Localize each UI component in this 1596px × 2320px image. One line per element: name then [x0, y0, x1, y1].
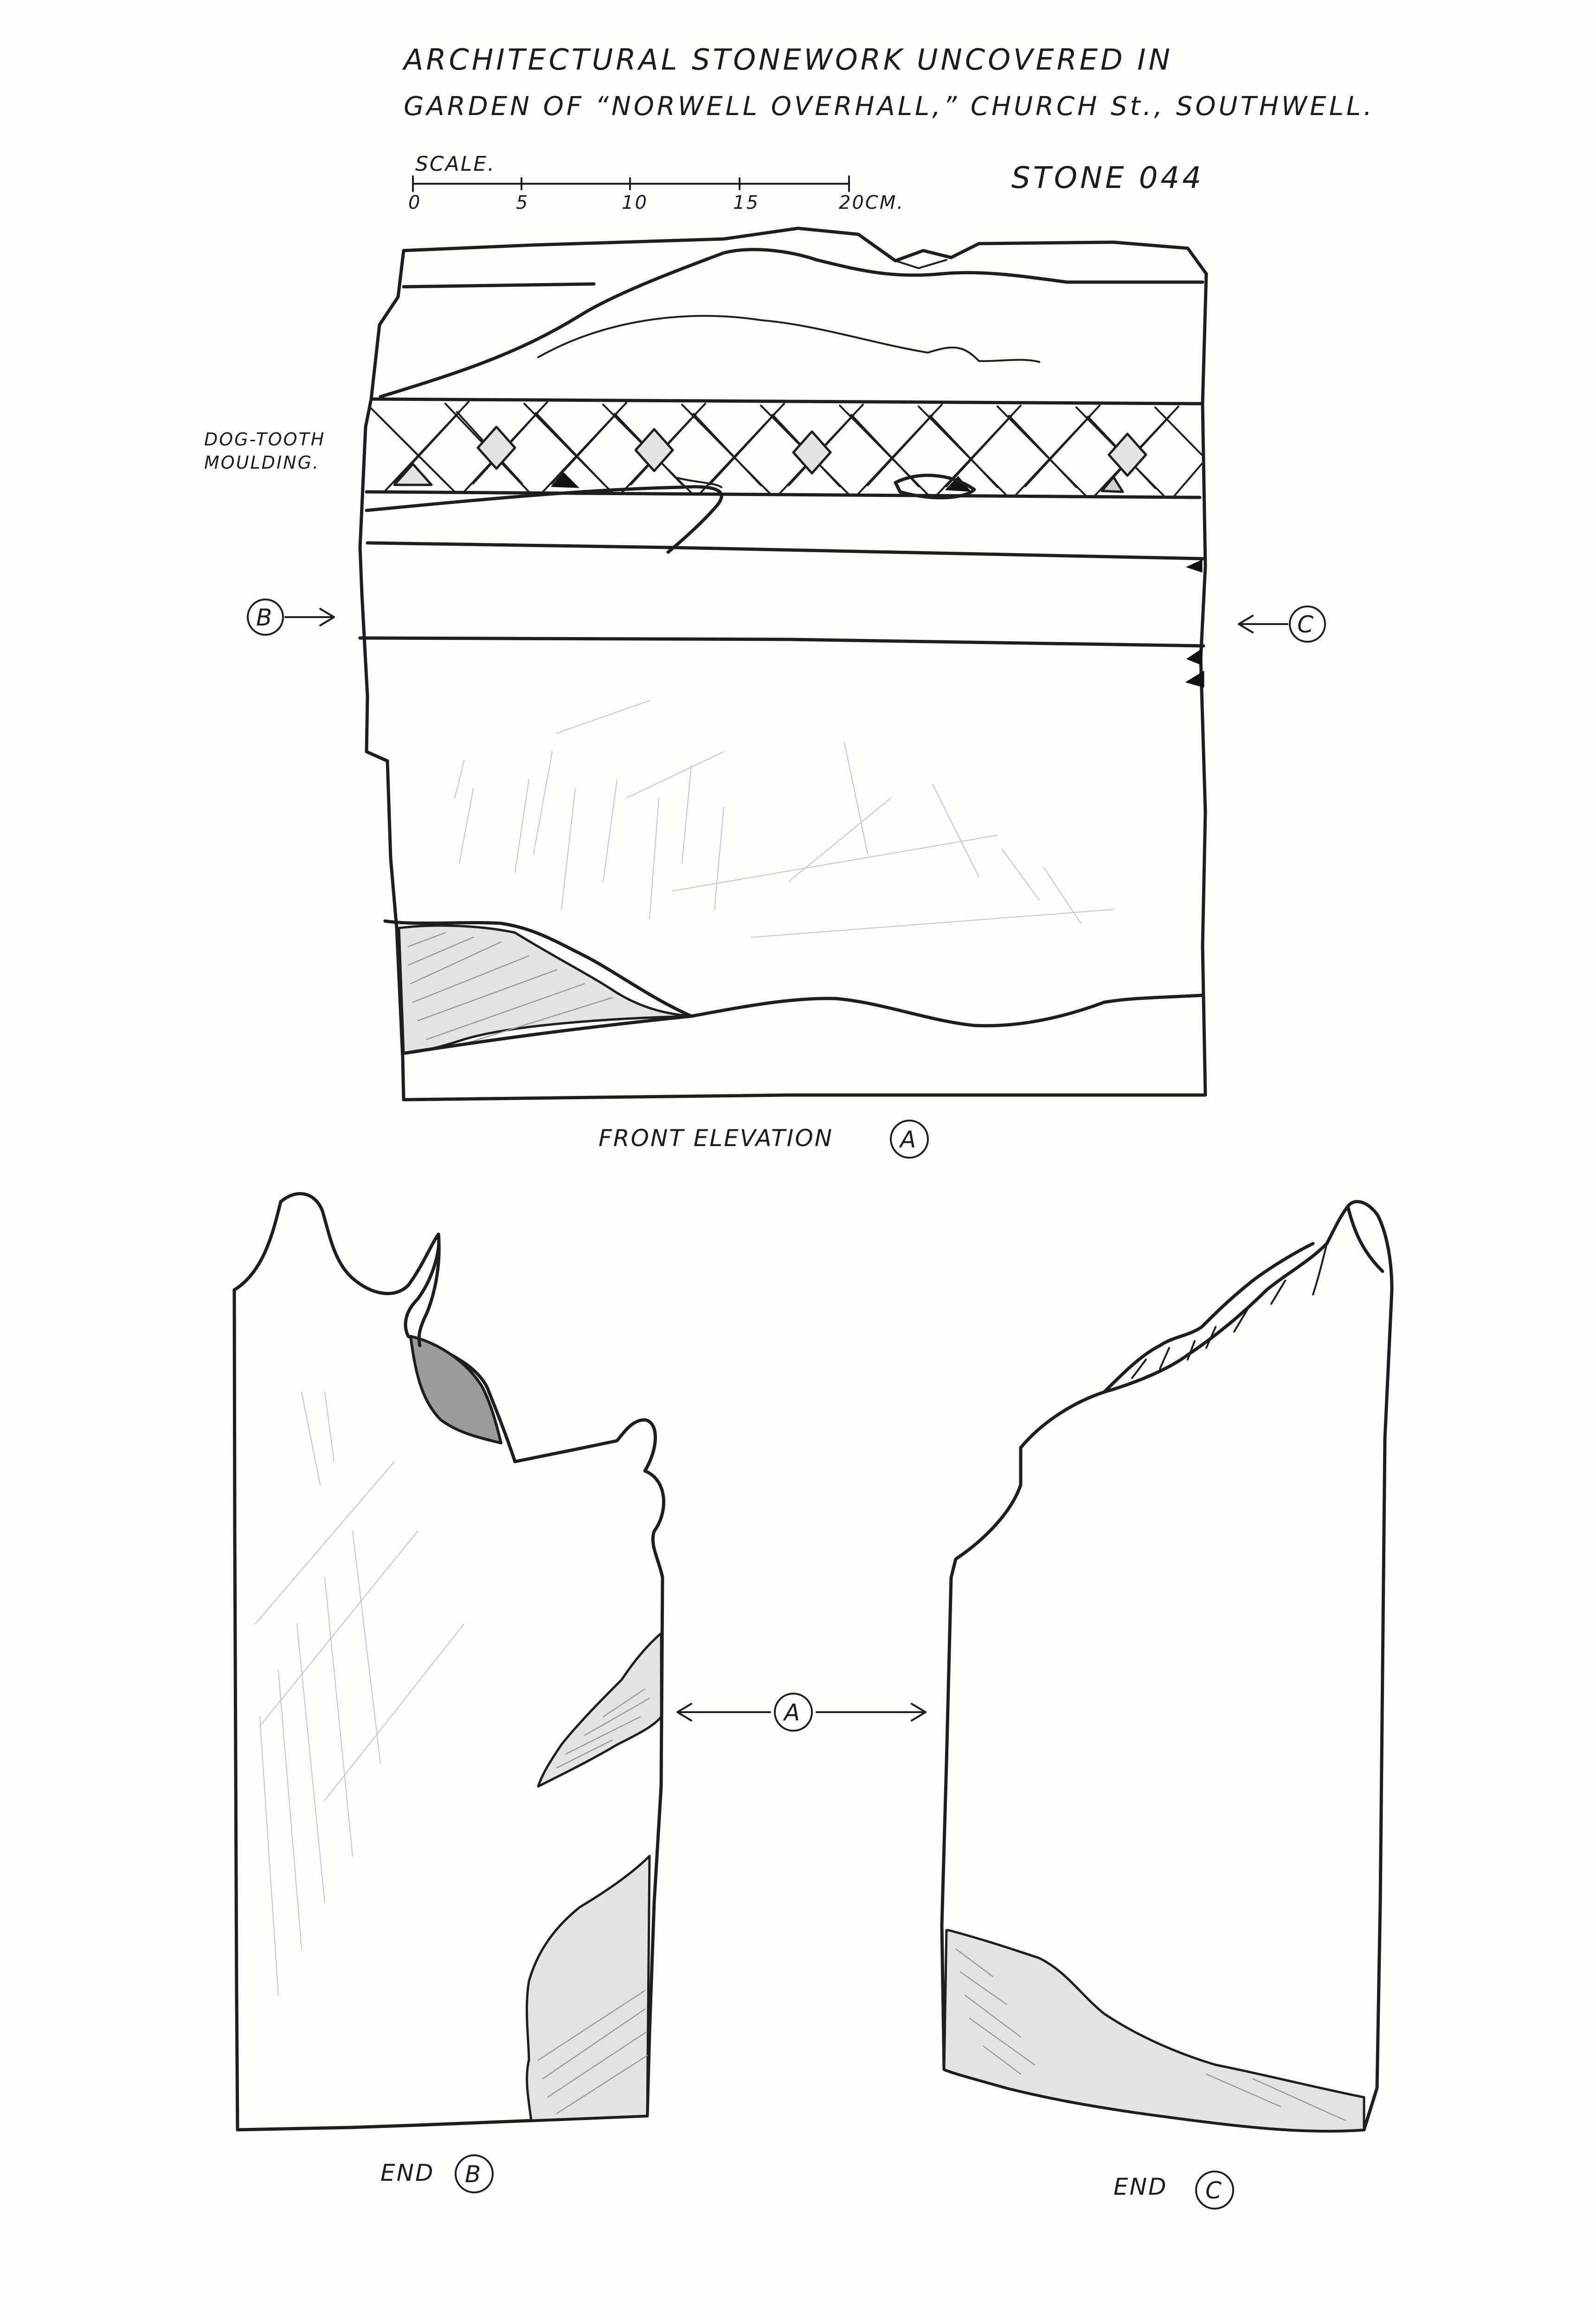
end-b-label: END — [380, 2159, 435, 2186]
moulding-top-line — [371, 399, 1203, 404]
end-b-lower-spall — [527, 1856, 650, 2120]
end-b-marker: B — [465, 2161, 483, 2188]
end-b-elevation — [234, 1194, 663, 2130]
end-c-marker: C — [1205, 2177, 1223, 2204]
scale-label: SCALE. — [415, 152, 496, 176]
moulding-label-line-2: MOULDING. — [204, 452, 320, 473]
front-course-line-1 — [367, 543, 1203, 559]
end-b-caption — [380, 2155, 493, 2192]
scale-tick-5: 5 — [516, 192, 529, 213]
section-marker-a — [677, 1694, 926, 1731]
front-top-break-line — [404, 284, 594, 287]
section-marker-b — [248, 599, 334, 635]
front-elevation — [360, 228, 1206, 1100]
front-elevation-label: FRONT ELEVATION — [598, 1125, 834, 1152]
end-c-label: END — [1113, 2173, 1168, 2200]
title-line-2: GARDEN OF “NORWELL OVERHALL,” CHURCH St., SOUTHWELL. — [404, 91, 1375, 122]
scale-tick-20: 20CM. — [839, 192, 905, 213]
moulding-annotation — [204, 429, 325, 473]
stone-id: STONE 044 — [1011, 161, 1204, 195]
end-c-caption — [1113, 2172, 1233, 2209]
scale-tick-15: 15 — [733, 192, 759, 213]
marker-c-label: C — [1297, 611, 1315, 638]
marker-a-label: A — [784, 1699, 802, 1726]
title-line-1: ARCHITECTURAL STONEWORK UNCOVERED IN — [404, 43, 1173, 77]
end-c-elevation — [942, 1202, 1392, 2131]
section-marker-c — [1239, 606, 1325, 642]
moulding-bottom-line — [367, 492, 1200, 497]
front-elevation-marker: A — [900, 1126, 918, 1153]
front-lower-texture — [455, 701, 1113, 937]
scale-tick-10: 10 — [622, 192, 648, 213]
end-b-mid-spall — [538, 1633, 661, 1786]
moulding-label-line-1: DOG-TOOTH — [204, 429, 326, 450]
dog-tooth-pattern — [371, 402, 1202, 496]
scale-tick-0: 0 — [408, 192, 422, 213]
end-c-top-break — [1104, 1244, 1313, 1392]
front-course-line-2 — [360, 638, 1203, 646]
front-elevation-caption — [598, 1121, 928, 1158]
scale-bar — [408, 152, 904, 213]
front-top-spall-inner — [538, 316, 1039, 362]
marker-b-label: B — [256, 604, 274, 631]
